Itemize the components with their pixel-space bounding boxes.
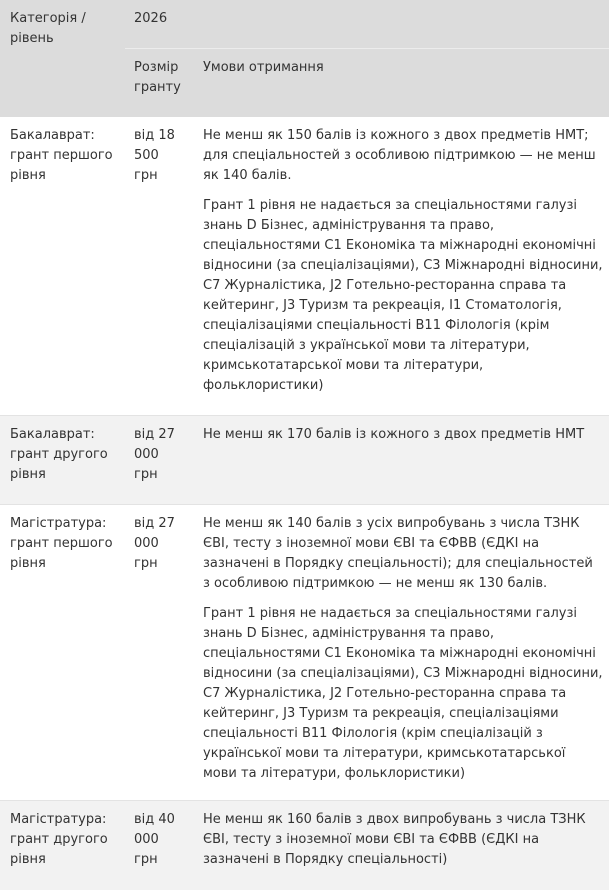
condition-text: Грант 1 рівня не надається за спеціальностями галузі знань D Бізнес, адміністрування та право, спеціальностями C1 Економіка та міжнародні економічні відносини (за спеціалізаціями), C3 Міжнародні відносини, C7 Журналістика, J2 Готельно-ресторанна справа та кейтеринг, J3 Туризм та рекреація, спеціалізаціями спеціальності B11 Філологія (крім спеціалізацій з української мови та літератури, кримськотатарської мови та літератури, фольклористики): [203, 606, 603, 781]
row-category: Бакалаврат: грант першого рівня: [10, 128, 113, 183]
row-amount: від 18 500 грн: [134, 128, 175, 183]
header-year: 2026: [134, 11, 168, 26]
table-row: [0, 416, 609, 504]
row-conditions: [203, 514, 603, 784]
condition-text: Грант 1 рівня не надається за спеціальностями галузі знань D Бізнес, адміністрування та право, спеціальностями C1 Економіка та міжнародні економічні відносини (за спеціалізаціями), C3 Міжнародні відносини, C7 Журналістика, J2 Готельно-ресторанна справа та кейтеринг, J3 Туризм та рекреація, I1 Стоматологія, спеціалізаціями спеціальності B11 Філологія (крім спеціалізацій з української мови та літератури, кримськотатарської мови та літератури, фольклористики): [203, 198, 603, 393]
condition-text: Не менш як 150 балів із кожного з двох предметів НМТ; для спеціальностей з особливою підтримкою — не менш як 140 балів.: [203, 128, 596, 183]
header-category: Категорія / рівень: [10, 11, 86, 46]
table-row: [0, 505, 609, 800]
row-amount: від 27 000 грн: [134, 516, 175, 571]
condition-text: Не менш як 140 балів з усіх випробувань з числа ТЗНК ЄВІ, тесту з іноземної мови ЄВІ та ЄФВВ (ЄДКІ на зазначені в Порядку спеціальності); для спеціальностей з особливою підтримкою — не менш як 130 балів.: [203, 516, 593, 591]
row-amount: від 40 000 грн: [134, 812, 175, 867]
row-conditions: [203, 810, 603, 870]
row-category: Бакалаврат: грант другого рівня: [10, 427, 108, 482]
header-divider: [125, 48, 609, 49]
header-grant-size: Розмір гранту: [134, 60, 181, 95]
table-header: [0, 0, 609, 117]
row-category: Магістратура: грант першого рівня: [10, 516, 113, 571]
condition-text: Не менш як 170 балів із кожного з двох предметів НМТ: [203, 427, 585, 442]
table-row: [0, 117, 609, 415]
row-conditions: [203, 126, 603, 396]
table-row: [0, 801, 609, 890]
row-amount: від 27 000 грн: [134, 427, 175, 482]
row-category: Магістратура: грант другого рівня: [10, 812, 108, 867]
header-conditions: Умови отримання: [203, 60, 324, 75]
condition-text: Не менш як 160 балів з двох випробувань з числа ТЗНК ЄВІ, тесту з іноземної мови ЄВІ та ЄФВВ (ЄДКІ на зазначені в Порядку спеціальності): [203, 812, 586, 867]
row-conditions: [203, 425, 603, 445]
